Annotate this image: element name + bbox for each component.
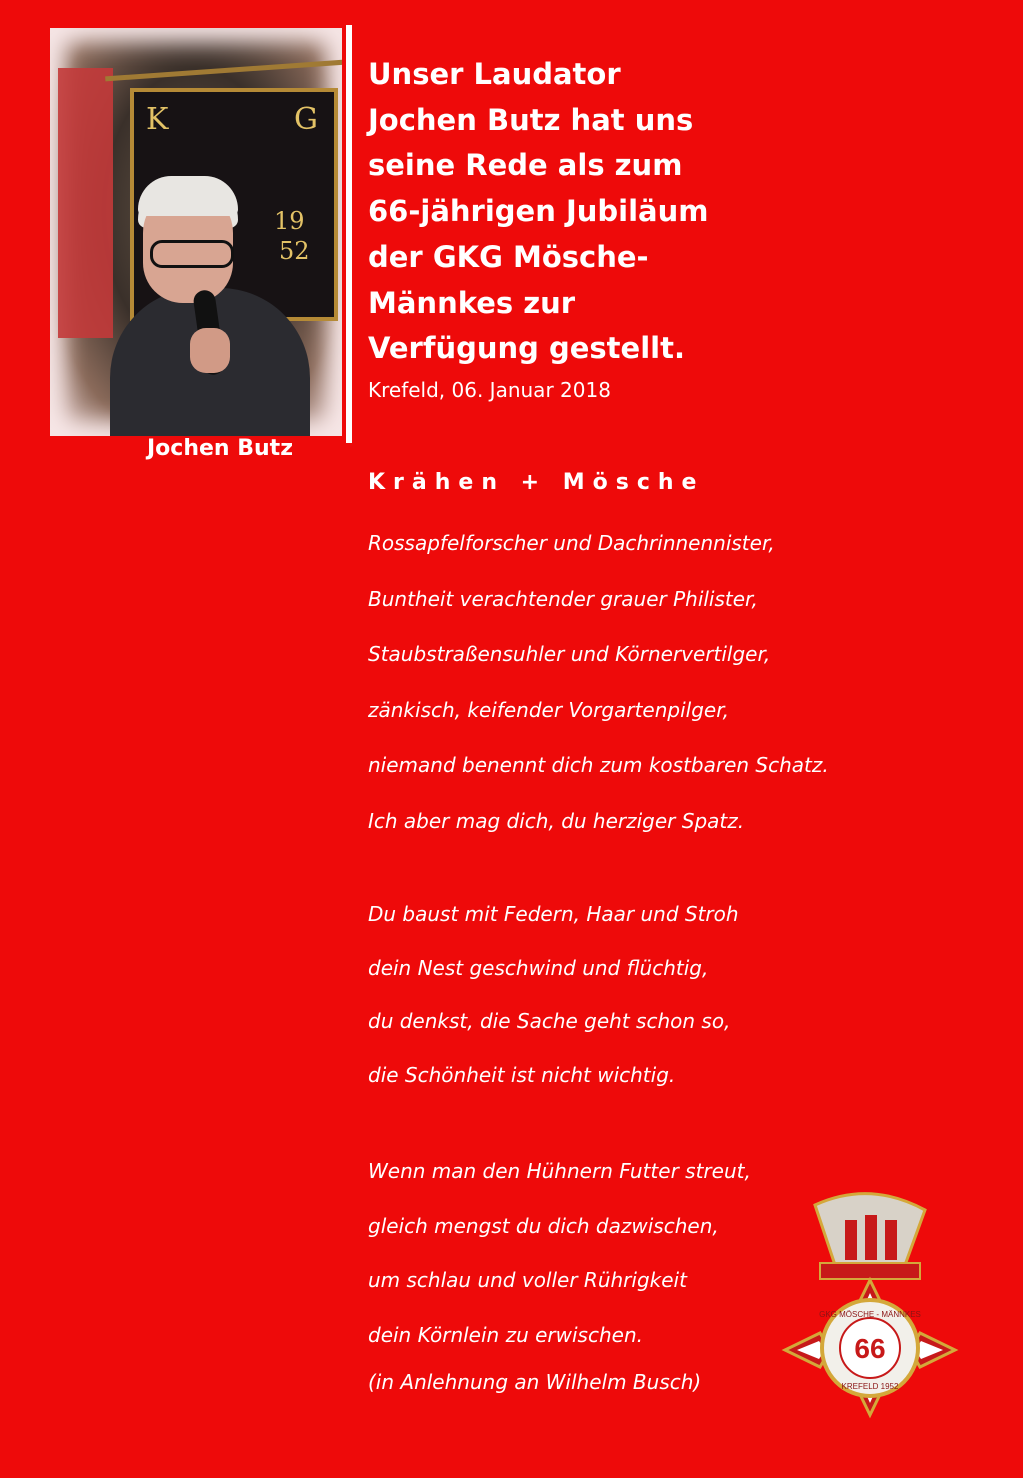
jubilee-badge-icon (775, 1185, 965, 1425)
banner-letter-k: K (146, 102, 169, 137)
poem-title: Krähen + Mösche (368, 470, 705, 495)
photo-banner-rod (105, 60, 342, 82)
heading-line: Verfügung gestellt. (368, 331, 685, 366)
heading-line: seine Rede als zum (368, 148, 683, 183)
poem-line: niemand benennt dich zum kostbaren Schatz. (368, 753, 829, 778)
poem-stanza-2 (368, 888, 739, 1102)
poem-line: Staubstraßensuhler und Körnervertilger, (368, 642, 771, 667)
banner-year-2: 52 (279, 237, 310, 265)
heading-line: Männkes zur (368, 285, 576, 320)
poem-line: gleich mengst du dich dazwischen, (368, 1213, 719, 1238)
heading-line: Unser Laudator (368, 57, 621, 91)
poem-line: Rossapfelforscher und Dachrinnennister, (368, 531, 775, 555)
banner-year-1: 19 (274, 207, 305, 235)
poem-line: du denkst, die Sache geht schon so, (368, 1009, 731, 1033)
poem-line: Wenn man den Hühnern Futter streut, (368, 1159, 751, 1183)
poem-line: um schlau und voller Rührigkeit (368, 1268, 687, 1292)
photo-person-hair-top (138, 176, 238, 216)
poem-line: Buntheit verachtender grauer Philister, (368, 586, 758, 611)
poem-stanza-1 (368, 516, 829, 850)
speaker-photo (50, 28, 342, 436)
photo-caption: Jochen Butz (147, 436, 293, 461)
poem-line: die Schönheit ist nicht wichtig. (368, 1062, 676, 1087)
poem-line: dein Nest geschwind und flüchtig, (368, 955, 709, 980)
poem-line: Du baust mit Federn, Haar und Stroh (368, 902, 739, 926)
poem-line: dein Körnlein zu erwischen. (368, 1322, 643, 1347)
poem-line: zänkisch, keifender Vorgartenpilger, (368, 697, 729, 722)
date-line: Krefeld, 06. Januar 2018 (368, 378, 611, 402)
heading-line: der GKG Mösche- (368, 239, 649, 274)
badge-city-text: KREFELD 1952 (841, 1382, 899, 1391)
banner-letter-g: G (294, 102, 318, 137)
badge-number: 66 (854, 1333, 886, 1364)
poem-attribution: (in Anlehnung an Wilhelm Busch) (368, 1370, 702, 1394)
badge-ring-text: GKG MÖSCHE - MÄNNKES (819, 1310, 921, 1319)
intro-heading (368, 52, 968, 372)
heading-line: 66-jährigen Jubiläum (368, 194, 709, 229)
photo-flag (58, 68, 113, 338)
photo-glasses (150, 240, 234, 268)
vertical-divider (346, 25, 352, 443)
poem-line: Ich aber mag dich, du herziger Spatz. (368, 808, 745, 833)
photo-hand (190, 328, 230, 373)
poem-stanza-3 (368, 1144, 751, 1362)
badge-cap-icon (815, 1194, 925, 1279)
heading-line: Jochen Butz hat uns (368, 102, 694, 137)
